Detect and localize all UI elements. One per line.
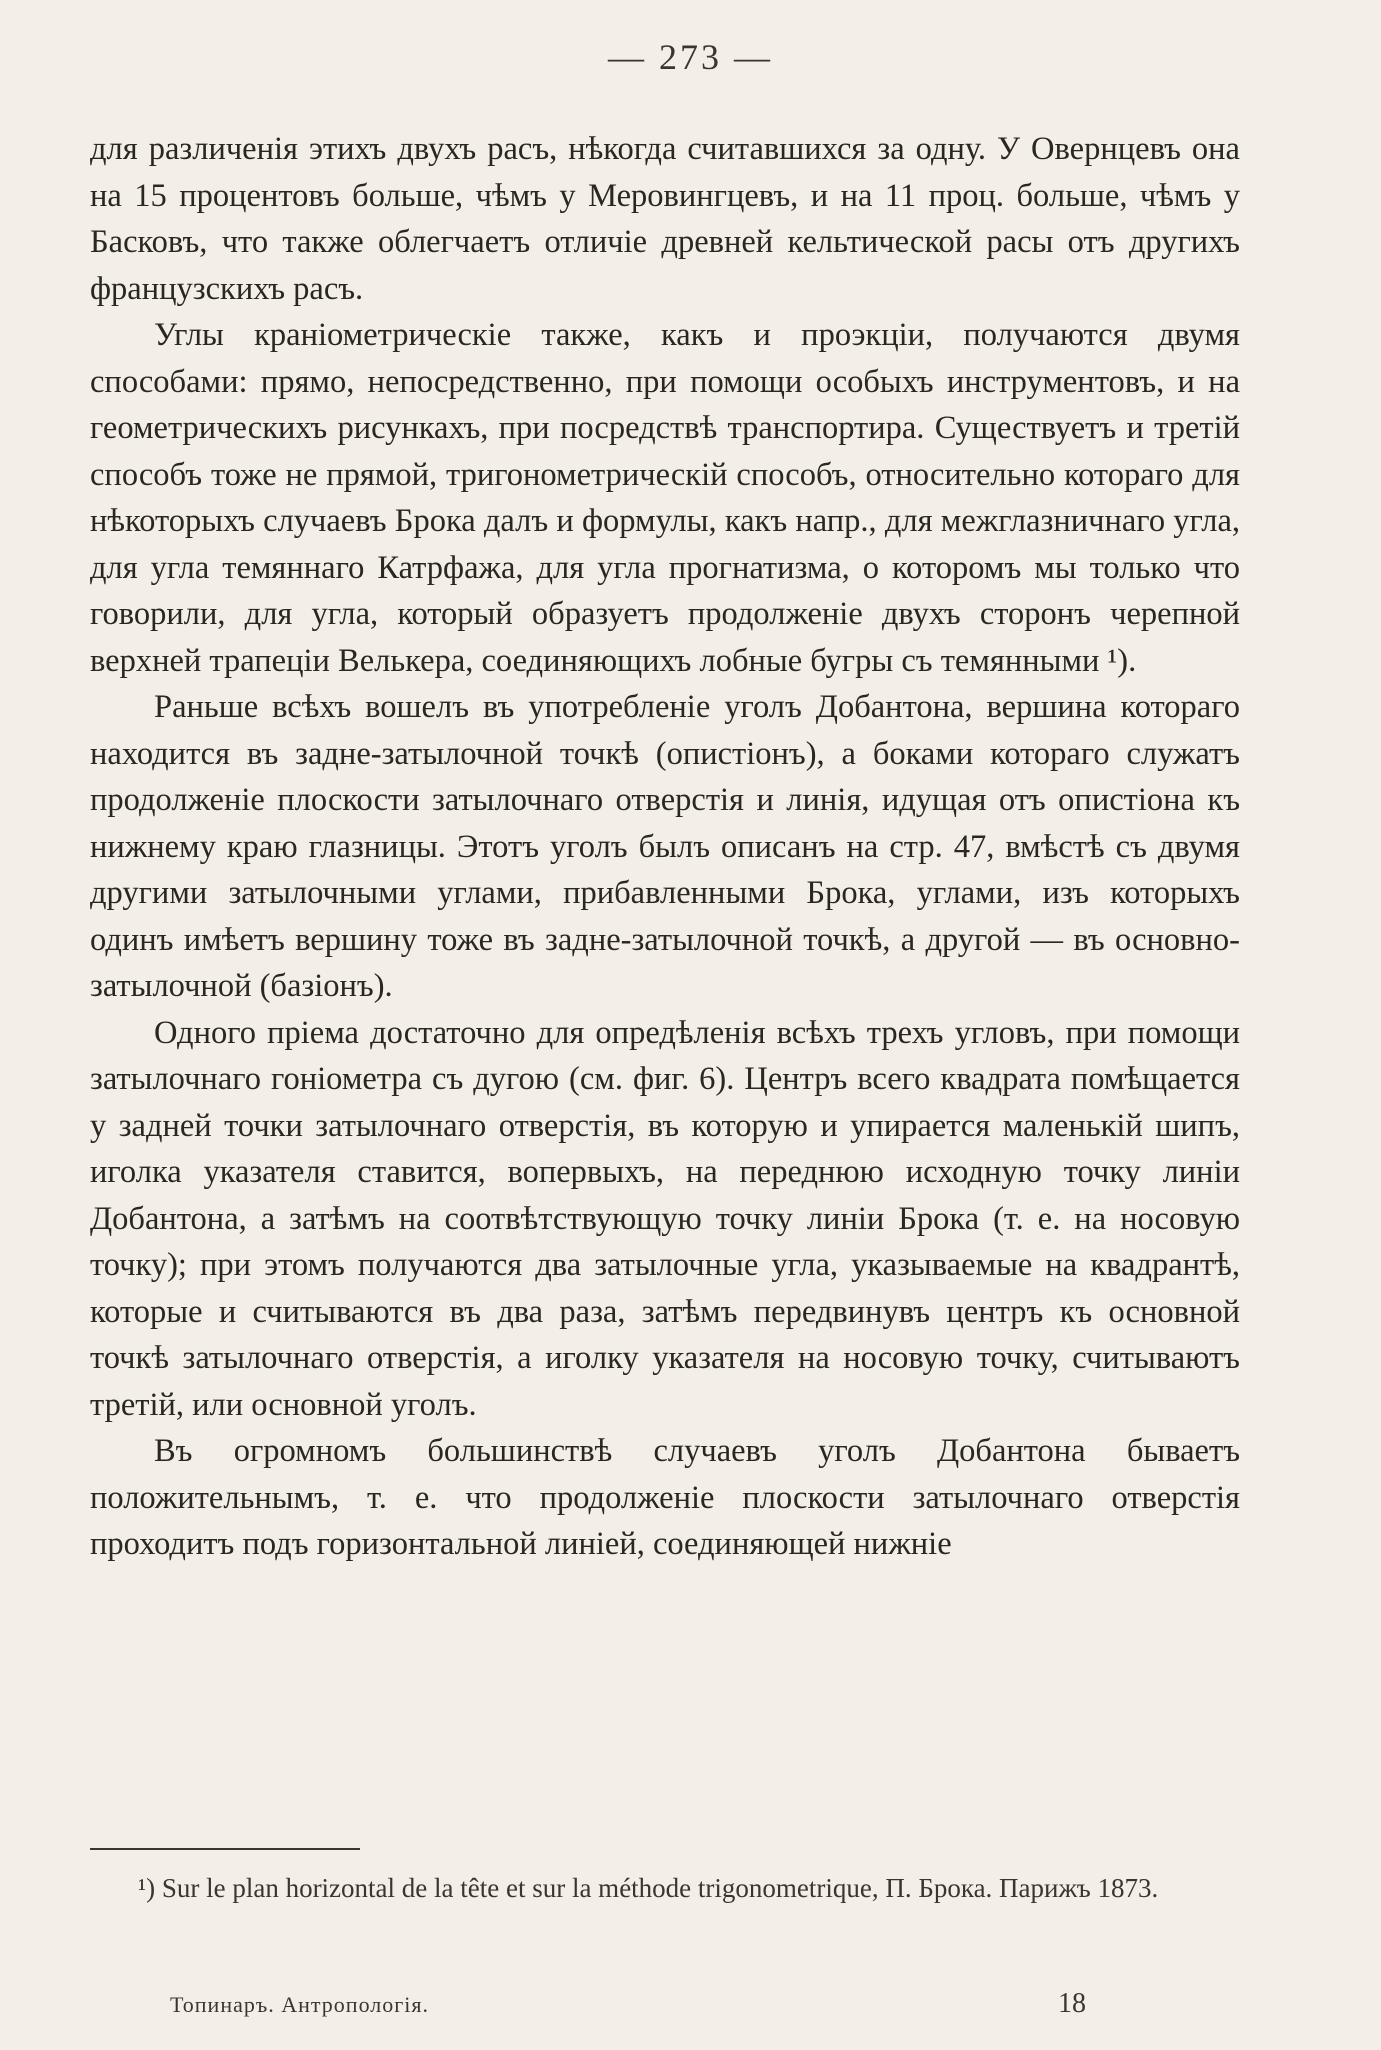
paragraph-daubenton-angle: Раньше всѣхъ вошелъ въ употребленіе уголъ Добантона, вершина котораго находится въ задне-затылочной точкѣ (опистіонъ), а боками котораго служатъ продолженіе плоскости затылочнаго отверстія и линія, идущая отъ опистіона къ нижнему краю глазницы. Этотъ уголъ былъ описанъ на стр. 47, вмѣстѣ съ двумя другими затылочными углами, прибавленными Брока, углами, изъ которыхъ одинъ имѣетъ вершину тоже въ задне-затылочной точкѣ, а другой — въ основно-затылочной (базіонъ). bbox=[90, 689, 1240, 1004]
body-text bbox=[90, 126, 1240, 1568]
footnote: ¹) Sur le plan horizontal de la tête et sur la méthode trigonometrique, П. Брока. Парижъ 1873. bbox=[138, 1873, 1159, 1903]
paragraph-continued: для различенія этихъ двухъ расъ, нѣкогда считавшихся за одну. У Овернцевъ она на 15 процентовъ больше, чѣмъ у Меровингцевъ, и на 11 проц. больше, чѣмъ у Басковъ, что также облегчаетъ отличіе древней кельтической расы отъ другихъ французскихъ расъ. bbox=[90, 131, 1240, 307]
page-number: — 273 — bbox=[608, 37, 773, 77]
paragraph-positive-angle: Въ огромномъ большинствѣ случаевъ уголъ Добантона бываетъ положительнымъ, т. е. что продолженіе плоскости затылочнаго отверстія проходитъ подъ горизонтальной линіей, соединяющей нижніе bbox=[90, 1433, 1240, 1562]
footnote-divider bbox=[90, 1848, 360, 1850]
paragraph-goniometer-method: Одного пріема достаточно для опредѣленія всѣхъ трехъ угловъ, при помощи затылочнаго гоніометра съ дугою (см. фиг. 6). Центръ всего квадрата помѣщается у задней точки затылочнаго отверстія, въ которую и упирается маленькій шипъ, иголка указателя ставится, вопервыхъ, на переднюю исходную точку линіи Добантона, а затѣмъ на соотвѣтствующую точку линіи Брока (т. е. на носовую точку); при этомъ получаются два затылочные угла, указываемые на квадрантѣ, которые и считываются въ два раза, затѣмъ передвинувъ центръ къ основной точкѣ затылочнаго отверстія, а иголку указателя на носовую точку, считываютъ третій, или основной уголъ. bbox=[90, 1014, 1240, 1423]
footer-sheet-number: 18 bbox=[1058, 1988, 1086, 2019]
paragraph-craniometric-angles: Углы краніометрическіе также, какъ и проэкціи, получаются двумя способами: прямо, непосредственно, при помощи особыхъ инструментовъ, и на геометрическихъ рисункахъ, при посредствѣ транспортира. Существуетъ и третій способъ тоже не прямой, тригонометрическій способъ, относительно котораго для нѣкоторыхъ случаевъ Брока далъ и формулы, какъ напр., для межглазничнаго угла, для угла темяннаго Катрфажа, для угла прогнатизма, о которомъ мы только что говорили, для угла, который образуетъ продолженіе двухъ сторонъ черепной верхней трапеціи Велькера, соединяющихъ лобные бугры съ темянными ¹). bbox=[90, 317, 1240, 679]
footer-signature: Топинаръ. Антропологія. bbox=[170, 1992, 430, 2017]
